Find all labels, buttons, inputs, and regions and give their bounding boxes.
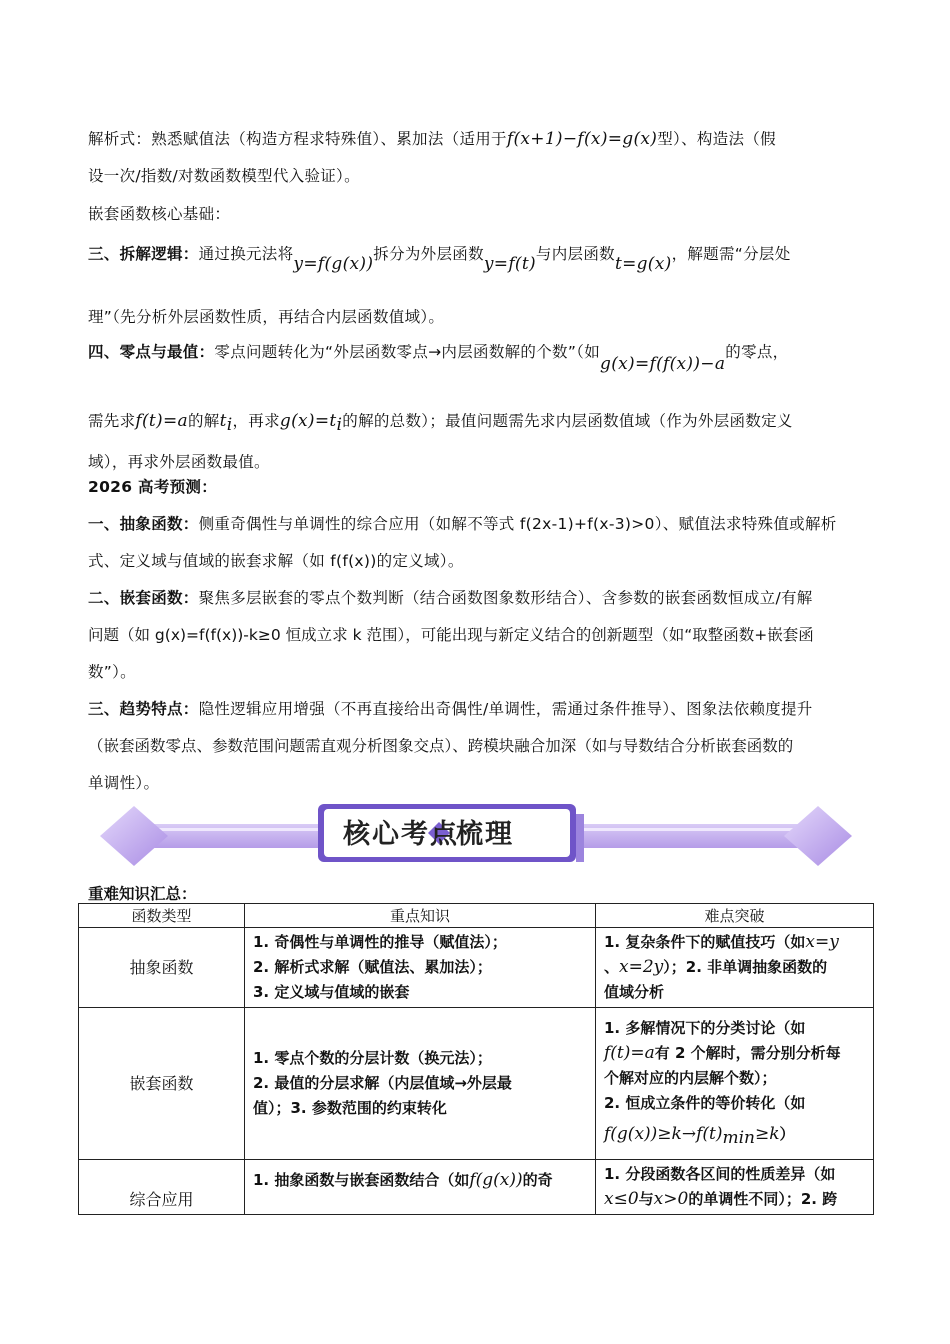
table-cell-hard: 1. 分段函数各区间的性质差异（如 x≤0与x>0的单调性不同）；2. 跨 bbox=[596, 1160, 874, 1215]
table-cell-type: 综合应用 bbox=[79, 1160, 245, 1215]
section-banner bbox=[100, 800, 852, 872]
table-row bbox=[79, 928, 874, 1008]
table-cell-key: 1. 奇偶性与单调性的推导（赋值法）； 2. 解析式求解（赋值法、累加法）； 3. 定义域与值域的嵌套 bbox=[245, 928, 596, 1008]
table-cell-type: 抽象函数 bbox=[79, 928, 245, 1008]
table-caption: 重难知识汇总： bbox=[88, 885, 197, 903]
table-header: 难点突破 bbox=[596, 904, 874, 928]
forecast-title: 2026 高考预测： bbox=[88, 478, 218, 496]
table-header: 函数类型 bbox=[79, 904, 245, 928]
table-row bbox=[79, 1008, 874, 1160]
forecast-section: 2026 高考预测： 一、抽象函数：侧重奇偶性与单调性的综合应用（如解不等式 f(2x-1)+f(x-3)>0）、赋值法求特殊值或解析 式、定义域与值域的嵌套求解（如 f(f(x))的定义域）。 二、嵌套函数：聚焦多层嵌套的零点个数判断（结合函数图象数形结合）、含参数的嵌套函数恒成立/有解 问题（如 g(x)=f(f(x))-k≥0 恒成立求 k 范围），可能出现与新定义结合的创新题型（如“取整函数+嵌套函 数”）。 三、趋势特点：隐性逻辑应用增强（不再直接给出奇偶性/单调性，需通过条件推导）、图象法依赖度提升 （嵌套函数零点、参数范围问题需直观分析图象交点）、跨模块融合加深（如与导数结合分析嵌套函数的 单调性）。 bbox=[88, 469, 864, 802]
table-header-row bbox=[79, 904, 874, 928]
table-row bbox=[79, 1160, 874, 1215]
banner-title-left: 核心考点 bbox=[343, 819, 459, 850]
analytic-paragraph: 解析式：熟悉赋值法（构造方程求特殊值）、累加法（适用于f(x+1)−f(x)=g(x)型）、构造法（假 设一次/指数/对数函数模型代入验证）。 bbox=[88, 129, 776, 185]
table-cell-type: 嵌套函数 bbox=[79, 1008, 245, 1160]
banner-title-right: 梳理 bbox=[456, 819, 514, 850]
table-cell-key: 1. 零点个数的分层计数（换元法）； 2. 最值的分层求解（内层值域→外层最 值）；3. 参数范围的约束转化 bbox=[245, 1008, 596, 1160]
knowledge-table bbox=[78, 903, 874, 1215]
table-header: 重点知识 bbox=[245, 904, 596, 928]
table-cell-hard: 1. 多解情况下的分类讨论（如 f(t)=a有 2 个解时，需分别分析每 个解对应的内层解个数）； 2. 恒成立条件的等价转化（如 $f(g(x))\ge k\to f(t)_{min}\ge k$） bbox=[596, 1008, 874, 1160]
nested-basis-heading: 嵌套函数核心基础： bbox=[88, 205, 231, 223]
zero-extremum-paragraph: 四、零点与最值：零点问题转化为“外层函数零点→内层函数解的个数”（如g(x)=f(f(x))−a的零点， 需先求f(t)=a的解$t_i$，再求$g(x)=t_i$的解的总数）；最值问题需先求内层函数值域（作为外层函数定义 域），再求外层函数最值。 bbox=[88, 343, 793, 472]
table-cell-key: 1. 抽象函数与嵌套函数结合（如f(g(x))的奇 bbox=[245, 1160, 596, 1215]
decompose-logic-paragraph: 三、拆解逻辑：通过换元法将y=f(g(x))拆分为外层函数y=f(t)与内层函数t=g(x)，解题需“分层处 理”（先分析外层函数性质，再结合内层函数值域）。 bbox=[88, 245, 791, 326]
table-cell-hard: 1. 复杂条件下的赋值技巧（如x=y 、x=2y）；2. 非单调抽象函数的 值域分析 bbox=[596, 928, 874, 1008]
